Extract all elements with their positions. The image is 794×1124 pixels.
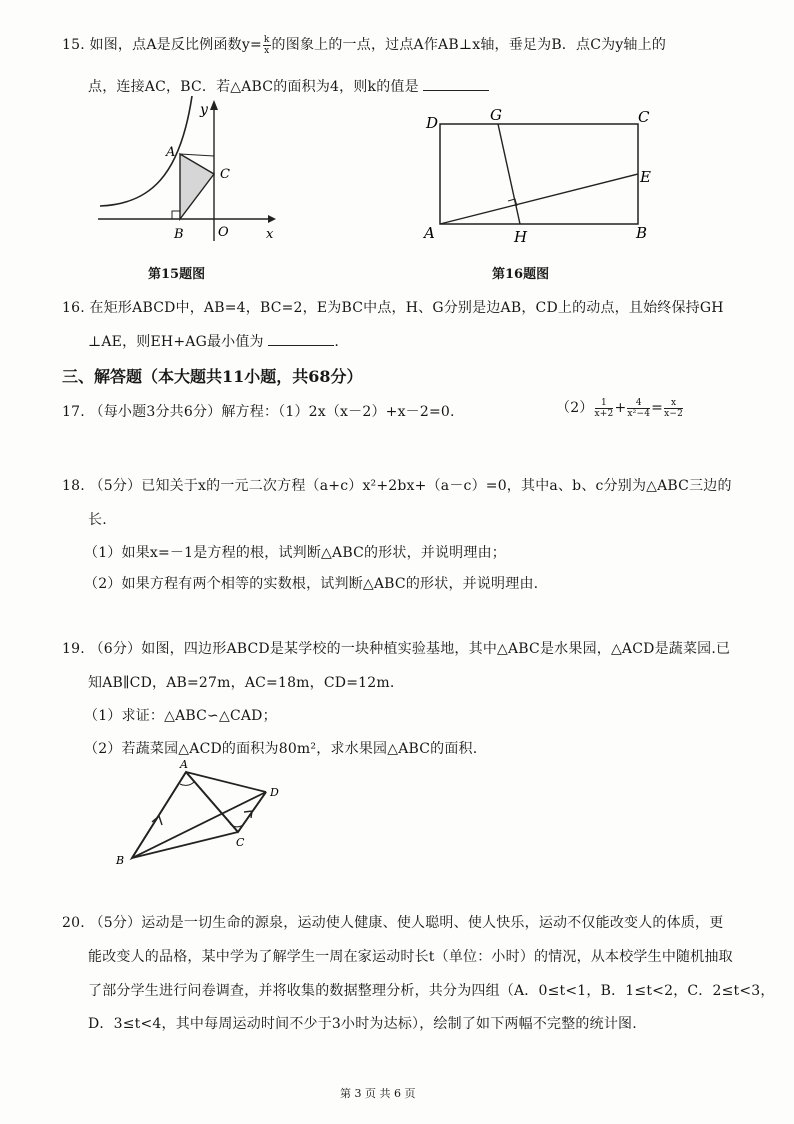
q15-caption: 第15题图 bbox=[148, 267, 206, 282]
section-heading: 三、解答题（本大题共11小题，共68分） bbox=[62, 367, 363, 386]
q16-line2: ⊥AE，则EH+AG最小值为 . bbox=[88, 331, 339, 351]
quadrilateral-abcd bbox=[132, 772, 266, 858]
q18-part1: （1）如果x=－1是方程的根，试判断△ABC的形状，并说明理由； bbox=[84, 545, 506, 561]
label-x: x bbox=[266, 227, 274, 242]
segment-ac bbox=[186, 772, 238, 832]
label-B19: B bbox=[116, 854, 125, 867]
q20-line3: 了部分学生进行问卷调查，并将收集的数据整理分析，共分为四组（A．0≤t<1，B．1≤t<2，C．2≤t<3， bbox=[88, 983, 775, 999]
angle-mark-a bbox=[180, 782, 194, 785]
label-B16: B bbox=[636, 224, 648, 242]
q17-line: 17. （每小题3分共6分）解方程：（1）2x（x－2）+x－2=0. bbox=[62, 404, 455, 420]
q20-line2: 能改变人的品格，某中学为了解学生一周在家运动时长t（单位：小时）的情况，从本校学生中随机抽取 bbox=[88, 949, 733, 965]
q19-figure bbox=[110, 758, 290, 870]
q15-answer-blank[interactable] bbox=[423, 76, 489, 91]
label-O: O bbox=[218, 225, 229, 240]
label-A: A bbox=[166, 145, 176, 160]
right-angle-mark bbox=[172, 211, 180, 219]
q16-number: 16. bbox=[62, 300, 85, 316]
label-D: D bbox=[426, 114, 439, 132]
q19-line2: 知AB∥CD，AB=27m，AC=18m，CD=12m. bbox=[88, 675, 395, 691]
q17-number: 17. bbox=[62, 404, 85, 420]
q19-part2: （2）若蔬菜园△ACD的面积为80m²，求水果园△ABC的面积. bbox=[84, 741, 478, 757]
q15-line2: 点，连接AC，BC．若△ABC的面积为4，则k的值是 bbox=[88, 76, 489, 96]
q15-text-b: 的图象上的一点，过点A作AB⊥x轴，垂足为B．点C为y轴上的 bbox=[271, 37, 667, 53]
q15-figure bbox=[90, 96, 290, 246]
q16-caption: 第16题图 bbox=[492, 267, 550, 282]
label-G: G bbox=[490, 106, 502, 124]
label-A19: A bbox=[180, 758, 188, 771]
label-C16: C bbox=[638, 108, 650, 126]
q16-line1: 16. 在矩形ABCD中，AB=4，BC=2，E为BC中点，H、G分别是边AB，CD上的动点，且始终保持GH bbox=[62, 300, 724, 316]
label-E: E bbox=[640, 168, 651, 186]
q20-line4: D．3≤t<4，其中每周运动时间不少于3小时为达标），绘制了如下两幅不完整的统计图. bbox=[88, 1016, 637, 1032]
segment-bc bbox=[132, 832, 238, 858]
label-C19: C bbox=[236, 836, 245, 849]
q17-frac1: $\frac{1}{x+2}$ bbox=[594, 397, 614, 419]
segment-ad bbox=[186, 772, 266, 792]
triangle-abc bbox=[180, 154, 214, 219]
q17-part2: （2） $\frac{1}{x+2}$ + $\frac{4}{\text{x²−4}}$ = $\frac{x}{x-2}$ bbox=[556, 397, 684, 419]
segment-ae bbox=[440, 174, 638, 224]
q16-answer-blank[interactable] bbox=[268, 331, 334, 346]
q18-number: 18. bbox=[62, 478, 85, 494]
q15-number: 15. bbox=[62, 37, 85, 53]
label-C: C bbox=[220, 167, 230, 182]
q15-text-a: 如图，点A是反比例函数y= bbox=[89, 37, 262, 53]
q18-part2: （2）如果方程有两个相等的实数根，试判断△ABC的形状，并说明理由. bbox=[84, 576, 539, 592]
label-H: H bbox=[514, 228, 528, 244]
q19-number: 19. bbox=[62, 641, 85, 657]
q16-figure bbox=[420, 104, 660, 244]
q19-line1: 19. （6分）如图，四边形ABCD是某学校的一块种植实验基地，其中△ABC是水果园，△ACD是蔬菜园.已 bbox=[62, 641, 731, 657]
label-D19: D bbox=[270, 786, 279, 799]
q18-line1: 18. （5分）已知关于x的一元二次方程（a+c）x²+2bx+（a－c）=0，其中a、b、c分别为△ABC三边的 bbox=[62, 478, 732, 494]
q15-line1 bbox=[62, 34, 666, 56]
q15-fraction: $\frac{k}{x}$ bbox=[263, 34, 270, 56]
hyperbola-curve bbox=[100, 96, 192, 206]
q20-number: 20. bbox=[62, 915, 85, 931]
q20-line1: 20. （5分）运动是一切生命的源泉，运动使人健康、使人聪明、使人快乐，运动不仅能改变人的体质，更 bbox=[62, 915, 724, 931]
label-y: y bbox=[200, 102, 208, 118]
rectangle-abcd bbox=[440, 124, 638, 224]
q18-line2: 长. bbox=[88, 512, 107, 528]
page-footer: 第 3 页 共 6 页 bbox=[340, 1087, 416, 1100]
label-B: B bbox=[174, 227, 184, 242]
q17-frac3: $\frac{x}{x-2}$ bbox=[664, 397, 684, 419]
label-A16: A bbox=[424, 224, 435, 242]
q19-part1: （1）求证：△ABC∽△CAD； bbox=[84, 708, 277, 724]
q17-frac2: $\frac{4}{\text{x²−4}}$ bbox=[627, 397, 651, 419]
